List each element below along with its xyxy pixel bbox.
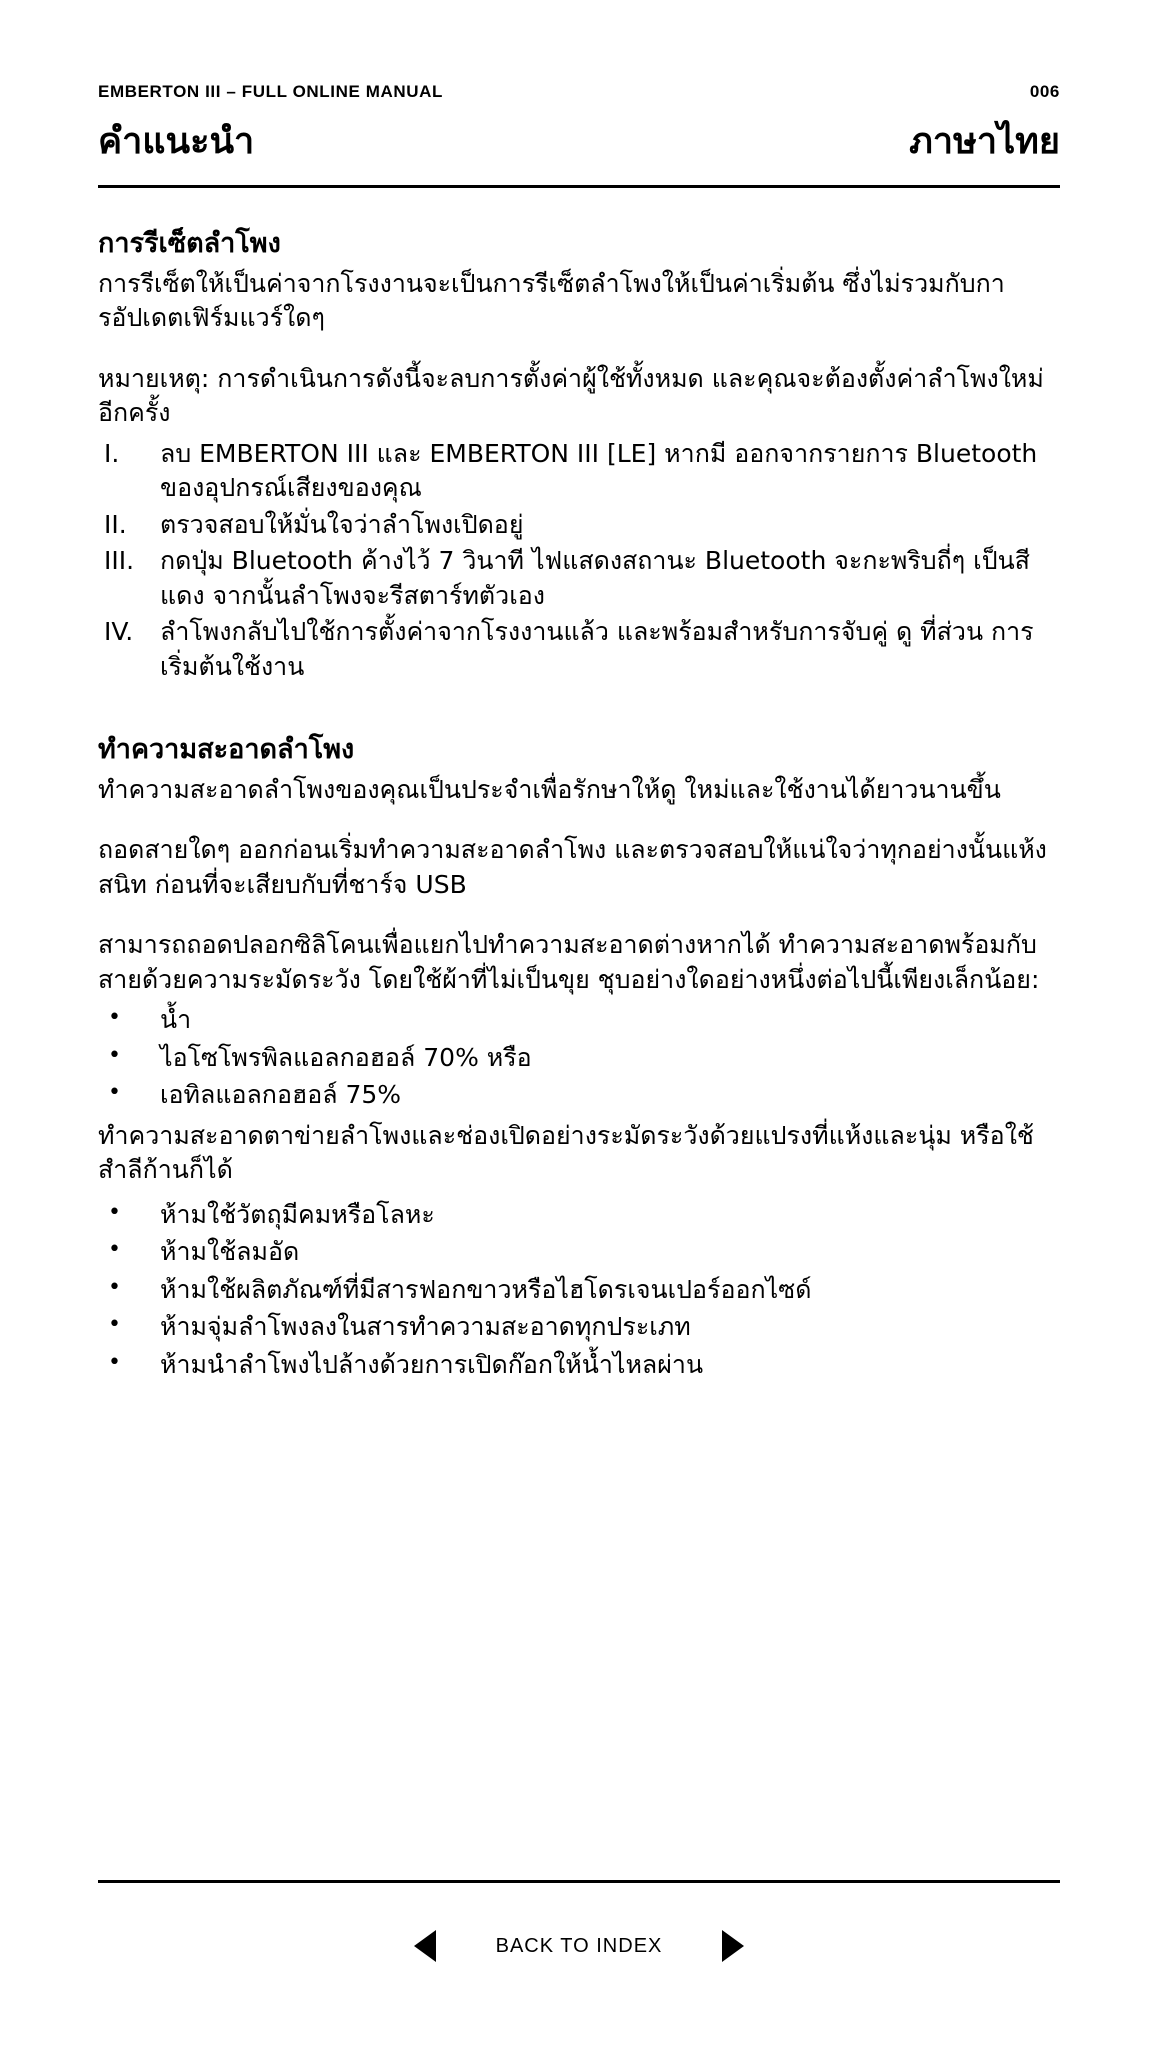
reset-paragraph-1: การรีเซ็ตให้เป็นค่าจากโรงงานจะเป็นการรีเซ็ตลำโพงให้เป็นค่าเริ่มต้น ซึ่งไม่รวมกับการอัปเดตเฟิร์มแวร์ใดๆ [98, 268, 1005, 333]
list-item-text: ห้ามใช้วัตถุมีคมหรือโลหะ [160, 1199, 435, 1229]
list-item [98, 1235, 1060, 1270]
list-item-text: ไอโซโพรพิลแอลกอฮอล์ 70% หรือ [160, 1042, 532, 1072]
bullet-icon: • [108, 1005, 121, 1031]
list-item [98, 1003, 1060, 1038]
arrow-left-icon[interactable] [414, 1930, 436, 1962]
list-item-text: ห้ามใช้ผลิตภัณฑ์ที่มีสารฟอกขาวหรือไฮโดรเจนเปอร์ออกไซด์ [160, 1274, 812, 1304]
list-item [98, 1348, 1060, 1383]
cleaning-paragraph-2: ถอดสายใดๆ ออกก่อนเริ่มทำความสะอาดลำโพง และตรวจสอบให้แน่ใจว่าทุกอย่างนั้นแห้งสนิท ก่อนที่จะเสียบกับที่ชาร์จ USB [98, 835, 1047, 899]
list-item-text: ลบ EMBERTON III และ EMBERTON III [LE] หากมี ออกจากรายการ Bluetooth ของอุปกรณ์เสียงของคุณ [160, 438, 1038, 503]
list-item-text: ตรวจสอบให้มั่นใจว่าลำโพงเปิดอยู่ [160, 509, 524, 539]
bullet-icon: • [108, 1312, 121, 1338]
arrow-right-icon[interactable] [722, 1930, 744, 1962]
list-item [98, 1273, 1060, 1308]
page-header [0, 0, 1158, 102]
page-footer [0, 1930, 1158, 1962]
list-item [98, 615, 1060, 684]
list-item [98, 1198, 1060, 1233]
reset-paragraph-2: หมายเหตุ: การดำเนินการดังนี้จะลบการตั้งค่าผู้ใช้ทั้งหมด และคุณจะต้องตั้งค่าลำโพงใหม่อีกครั้ง [98, 363, 1044, 428]
language-label: ภาษาไทย [909, 121, 1060, 162]
list-item [98, 1078, 1060, 1113]
section-heading-reset: การรีเซ็ตลำโพง [98, 228, 281, 260]
page-title: คำแนะนำ [98, 121, 255, 162]
page-content [0, 226, 1158, 1382]
cleaning-paragraph-4: ทำความสะอาดตาข่ายลำโพงและช่องเปิดอย่างระมัดระวังด้วยแปรงที่แห้งและนุ่ม หรือใช้สำลีก้านก็ได้ [98, 1120, 1034, 1185]
list-item [98, 544, 1060, 613]
list-item-text: ห้ามจุ่มลำโพงลงในสารทำความสะอาดทุกประเภท [160, 1312, 691, 1342]
page-title-row [0, 102, 1158, 163]
reset-steps-list [98, 437, 1060, 685]
cleaning-warnings-list [98, 1198, 1060, 1383]
bullet-icon: • [108, 1080, 121, 1106]
title-divider [98, 185, 1060, 188]
back-to-index-link[interactable]: BACK TO INDEX [495, 1934, 663, 1957]
list-item-text: เอทิลแอลกอฮอล์ 75% [160, 1080, 402, 1110]
list-item [98, 1041, 1060, 1076]
list-marker: II. [104, 509, 127, 539]
list-item-text: ห้ามนำลำโพงไปล้างด้วยการเปิดก๊อกให้น้ำไหลผ่าน [160, 1349, 704, 1379]
list-item [98, 437, 1060, 506]
list-marker: I. [104, 438, 120, 468]
bullet-icon: • [108, 1274, 121, 1300]
list-item-text: น้ำ [160, 1005, 192, 1035]
footer-divider [98, 1880, 1060, 1883]
bullet-icon: • [108, 1199, 121, 1225]
list-marker: III. [104, 546, 135, 576]
list-item-text: ห้ามใช้ลมอัด [160, 1237, 300, 1267]
list-item [98, 508, 1060, 543]
list-item-text: กดปุ่ม Bluetooth ค้างไว้ 7 วินาที ไฟแสดงสถานะ Bluetooth จะกะพริบถี่ๆ เป็นสีแดง จากนั้นลำโพงจะรีสตาร์ทตัวเอง [160, 546, 1030, 610]
list-marker: IV. [104, 617, 134, 647]
bullet-icon: • [108, 1042, 121, 1068]
manual-title: EMBERTON III – FULL ONLINE MANUAL [98, 82, 444, 101]
section-heading-cleaning: ทำความสะอาดลำโพง [98, 734, 355, 766]
cleaning-paragraph-3: สามารถถอดปลอกซิลิโคนเพื่อแยกไปทำความสะอาดต่างหากได้ ทำความสะอาดพร้อมกับสายด้วยความระมัดระวัง โดยใช้ผ้าที่ไม่เป็นขุย ชุบอย่างใดอย่างหนึ่งต่อไปนี้เพียงเล็กน้อย: [98, 930, 1040, 994]
cleaning-agents-list [98, 1003, 1060, 1113]
bullet-icon: • [108, 1237, 121, 1263]
page-number: 006 [1029, 82, 1060, 101]
list-item-text: ลำโพงกลับไปใช้การตั้งค่าจากโรงงานแล้ว และพร้อมสำหรับการจับคู่ ดู ที่ส่วน การเริ่มต้นใช้งาน [160, 617, 1034, 681]
section-spacer [98, 686, 1060, 732]
bullet-icon: • [108, 1349, 121, 1375]
cleaning-paragraph-1: ทำความสะอาดลำโพงของคุณเป็นประจำเพื่อรักษาให้ดู ใหม่และใช้งานได้ยาวนานขึ้น [98, 774, 1001, 804]
list-item [98, 1310, 1060, 1345]
